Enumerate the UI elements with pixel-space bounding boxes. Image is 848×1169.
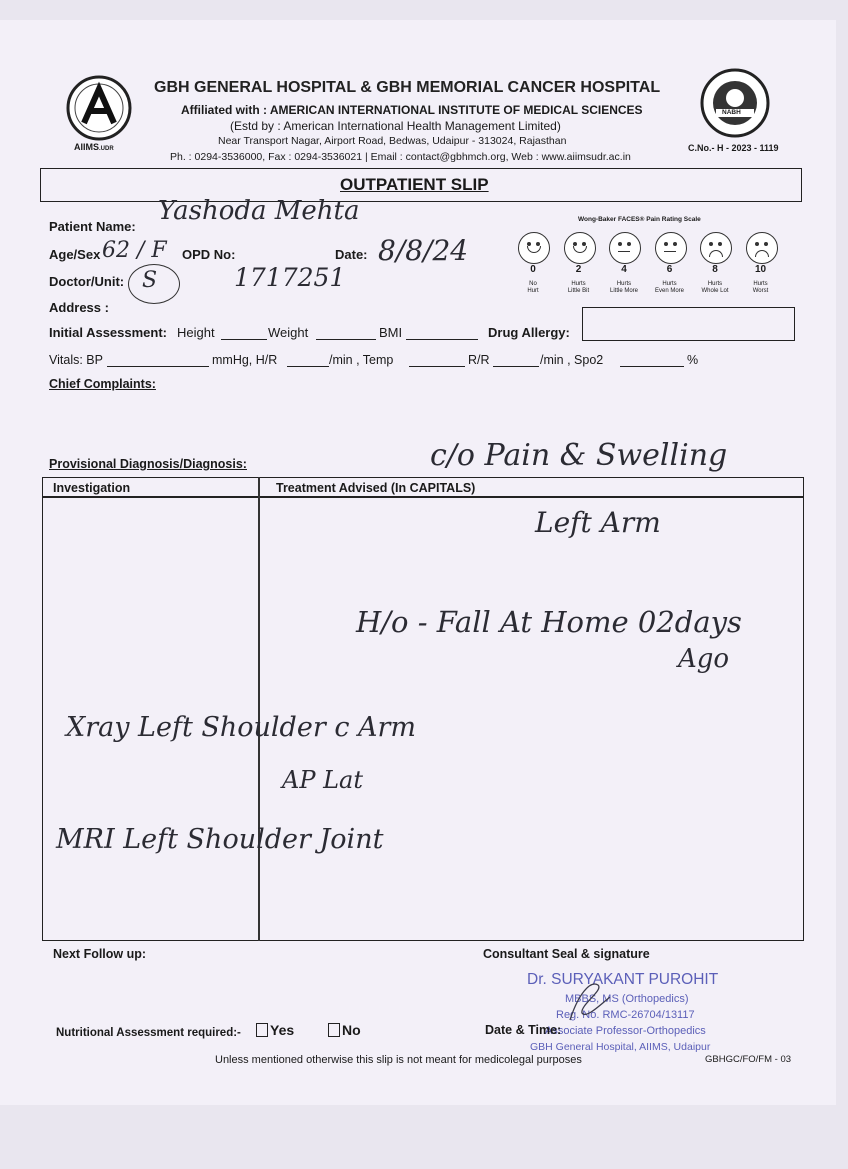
hr-label: mmHg, H/R [212,353,278,367]
doctor-signature [560,975,620,1025]
address-label: Address : [49,300,109,315]
affiliation: Affiliated with : AMERICAN INTERNATIONAL INSTITUTE OF MEDICAL SCIENCES [181,103,643,117]
bp-underline [107,366,209,367]
opd-no-value: 1717251 [234,263,346,292]
pain-scale-label-line-2: Hurt [527,288,539,294]
height-label: Height [177,325,215,340]
treatment-header: Treatment Advised (In CAPITALS) [276,481,476,495]
percent-label: % [687,353,699,367]
history-line-1: H/o - Fall At Home 02days [356,605,742,639]
history-line-2: Ago [678,644,730,674]
pain-scale-label-line-2: Little Bit [567,288,590,294]
weight-label: Weight [268,325,309,340]
stamp-institution: GBH General Hospital, AIIMS, Udaipur [530,1041,711,1053]
pain-scale-label-line-1: Hurts [753,281,768,287]
no-label: No [342,1022,361,1038]
yes-label: Yes [270,1022,295,1038]
consultant-seal-label: Consultant Seal & signature [483,947,650,961]
nutritional-assessment-label: Nutritional Assessment required:- [56,1027,241,1039]
rr-label: R/R [468,353,490,367]
table-column-divider [258,477,260,941]
form-code: GBHGC/FO/FM - 03 [705,1054,792,1065]
bmi-underline [406,339,478,340]
pain-face-icon [518,232,550,264]
height-underline [221,339,267,340]
hospital-address: Near Transport Nagar, Airport Road, Bedwas, Udaipur - 313024, Rajasthan [218,135,567,147]
nabh-logo [700,68,770,138]
pain-scale-title: Wong-Baker FACES® Pain Rating Scale [578,216,701,223]
investigation-line-3: MRI Left Shoulder Joint [56,824,384,855]
stamp-registration: Reg. No. RMC-26704/13117 [556,1009,695,1021]
pain-scale-label-line-1: Hurts [571,281,586,287]
pain-scale-label-line-2: Worst [752,288,769,294]
temp-underline [409,366,465,367]
age-sex-label: Age/Sex [49,247,101,262]
nabh-logo-text: NABH [722,109,741,116]
complaint-line-2: Left Arm [535,506,661,539]
pain-face-icon [700,232,732,264]
date-value: 8/8/24 [378,234,469,267]
date-label: Date: [335,247,368,262]
drug-allergy-box [582,307,795,341]
investigation-line-1: Xray Left Shoulder c Arm [66,712,417,743]
pain-scale-number: 2 [575,264,582,275]
table-header-divider [42,496,804,498]
pain-scale-label-line-1: Hurts [662,281,677,287]
slip-title: OUTPATIENT SLIP [340,175,489,194]
spo2-label: /min , Spo2 [540,353,604,367]
pain-face-icon [655,232,687,264]
pain-scale-label-line-1: Hurts [707,281,723,287]
rr-underline [493,366,539,367]
chief-complaints-label: Chief Complaints: [49,377,156,391]
weight-underline [316,339,376,340]
pain-scale-label-line-2: Little More [609,288,638,294]
investigation-line-2: AP Lat [282,766,363,794]
doctor-unit-label: Doctor/Unit: [49,274,125,289]
established-by: (Estd by : American International Health Management Limited) [230,119,561,133]
initial-assessment-label: Initial Assessment: [49,325,168,340]
investigation-treatment-table [42,477,804,941]
date-time-label: Date & Time: [485,1023,562,1037]
bmi-label: BMI [379,325,403,340]
next-follow-up-label: Next Follow up: [53,947,147,961]
hospital-name: GBH GENERAL HOSPITAL & GBH MEMORIAL CANCER HOSPITAL [154,79,661,96]
provisional-diagnosis-label: Provisional Diagnosis/Diagnosis: [49,457,247,471]
pain-scale-label-line-1: No [529,281,537,287]
pain-scale-number: 8 [712,264,718,275]
opd-no-label: OPD No: [182,247,236,262]
pain-scale-number: 6 [666,264,673,275]
patient-name-label: Patient Name: [49,219,136,234]
spo2-underline [620,366,684,367]
stamp-degree: MBBS, MS (Orthopedics) [565,993,689,1005]
no-checkbox[interactable] [328,1023,340,1037]
hr-underline [287,366,329,367]
pain-scale-number: 4 [621,264,627,275]
temp-label: /min , Temp [329,353,394,367]
pain-face-icon [564,232,596,264]
pain-scale-label-line-2: Even More [654,288,684,294]
aiims-logo [66,75,132,141]
patient-name-value: Yashoda Mehta [158,196,360,226]
pain-face-icon [609,232,641,264]
complaint-line-1: c/o Pain & Swelling [430,438,728,473]
vitals-bp-label: Vitals: BP [49,353,103,367]
stamp-doctor-name: Dr. SURYAKANT PUROHIT [527,971,719,988]
age-sex-value: 62 / F [102,238,167,263]
pain-scale-label-line-1: Hurts [616,281,632,287]
pain-face-icon [746,232,778,264]
pain-scale-label-line-2: Whole Lot [701,288,729,294]
medicolegal-note: Unless mentioned otherwise this slip is not meant for medicolegal purposes [215,1054,582,1066]
doctor-unit-value: S [142,268,158,293]
drug-allergy-label: Drug Allergy: [488,325,570,340]
pain-scale-number: 0 [530,264,536,275]
certificate-number: C.No.- H - 2023 - 1119 [688,143,779,153]
investigation-header: Investigation [53,481,131,495]
pain-scale-number: 10 [754,264,767,275]
hospital-contact: Ph. : 0294-3536000, Fax : 0294-3536021 | Email : contact@gbhmch.org, Web : www.aiimsudr.ac.in [170,151,631,163]
stamp-designation: Associate Professor-Orthopedics [545,1025,706,1037]
aiims-logo-caption: AIIMS.UDR [74,142,114,152]
yes-checkbox[interactable] [256,1023,268,1037]
